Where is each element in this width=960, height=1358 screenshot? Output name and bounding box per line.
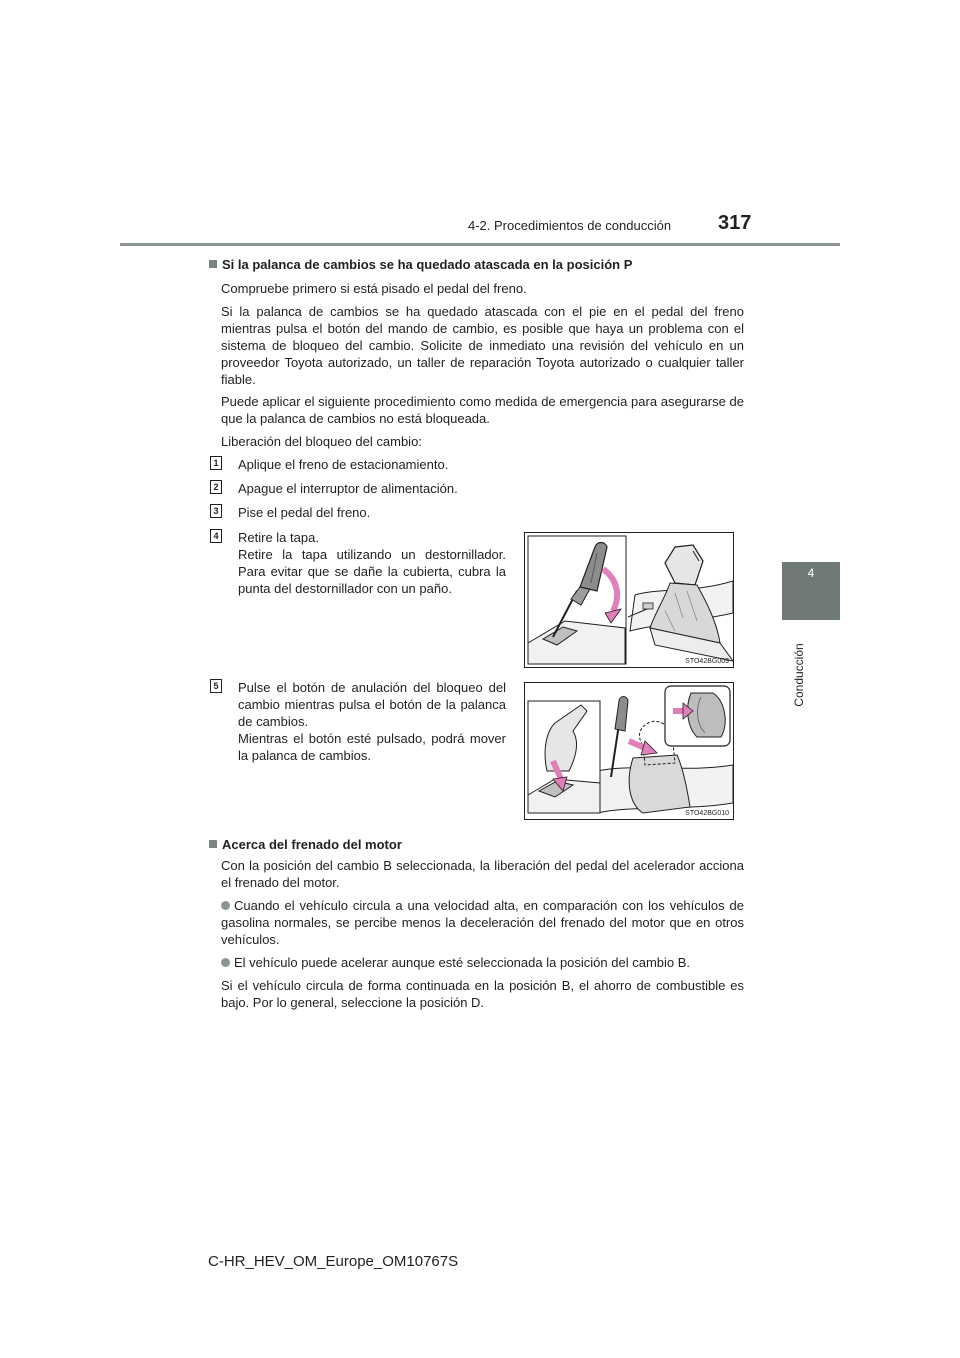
paragraph: Compruebe primero si está pisado el pedal del freno. [221,281,527,296]
header-section-title: 4-2. Procedimientos de conducción [468,218,672,233]
figure-remove-cover [524,532,734,668]
figure-code: STO42BG010 [685,810,729,817]
header-rule [120,243,840,246]
step-number-badge: 3 [210,504,222,518]
bullet-item: Cuando el vehículo circula a una velocidad alta, en comparación con los vehículos de gasolina normales, se percibe menos la deceleración del frenado del motor que en otros vehículos. [221,898,744,947]
paragraph: Si el vehículo circula de forma continuada en la posición B, el ahorro de combustible es bajo. Por lo general, seleccione la posición D. [221,978,744,1010]
step-number-badge: 1 [210,456,222,470]
step-number-badge: 5 [210,679,222,693]
figure-shift-lock-release [524,682,734,820]
bullet-item: El vehículo puede acelerar aunque esté seleccionada la posición del cambio B. [221,954,744,971]
round-bullet-icon [221,958,230,967]
chapter-label: Conducción [792,643,806,707]
paragraph: Con la posición del cambio B seleccionada, la liberación del pedal del acelerador acciona el frenado del motor. [221,858,744,890]
paragraph: Puede aplicar el siguiente procedimiento como medida de emergencia para asegurarse de que la palanca de cambios no está bloqueada. [221,394,744,426]
chapter-number: 4 [807,566,815,580]
step-number-badge: 2 [210,480,222,494]
round-bullet-icon [221,901,230,910]
step-text: Pise el pedal del freno. [238,505,371,520]
step-text: Aplique el freno de estacionamiento. [238,457,449,472]
paragraph: Liberación del bloqueo del cambio: [221,434,422,449]
paragraph: Si la palanca de cambios se ha quedado atascada con el pie en el pedal del freno mientras pulsa el botón del mando de cambio, es posible que haya un problema con el sistema de bloqueo del cambio. Solicite de inmediato una revisión del vehículo en un proveedor Toyota autorizado, un taller de reparación Toyota autorizado o cualquier taller fiable. [221,304,744,387]
page-number: 317 [718,212,752,234]
illustration-shift-lock-override [525,683,733,819]
step-text: Apague el interruptor de alimentación. [238,481,458,496]
illustration-screwdriver-cover [525,533,733,667]
section-heading-engine-braking: Acerca del frenado del motor [209,836,402,853]
document-id-footer: C-HR_HEV_OM_Europe_OM10767S [208,1253,459,1270]
step-text: Retire la tapa. Retire la tapa utilizando un destornillador. Para evitar que se dañe la cubierta, cubra la punta del destornillador con un paño. [238,530,506,596]
square-bullet-icon [209,840,217,848]
figure-code: STO42BG009 [685,658,729,665]
step-number-badge: 4 [210,529,222,543]
step-text: Pulse el botón de anulación del bloqueo del cambio mientras pulsa el botón de la palanca de cambios. Mientras el botón esté pulsado, podrá mover la palanca de cambios. [238,680,506,763]
square-bullet-icon [209,260,217,268]
section-heading-stuck-lever: Si la palanca de cambios se ha quedado atascada en la posición P [209,256,632,273]
